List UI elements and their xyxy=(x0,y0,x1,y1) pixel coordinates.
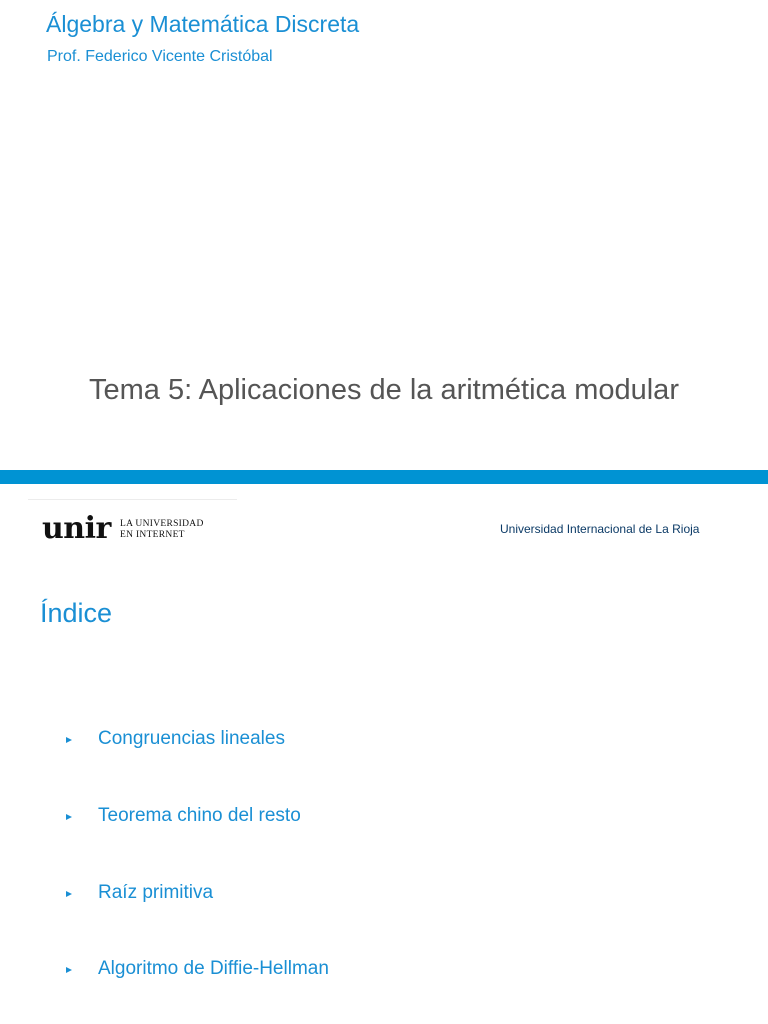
university-name: Universidad Internacional de La Rioja xyxy=(500,522,700,536)
triangle-right-icon xyxy=(66,967,72,973)
topic-title: Tema 5: Aplicaciones de la aritmética modular xyxy=(89,374,679,406)
list-item xyxy=(0,882,768,912)
course-title: Álgebra y Matemática Discreta xyxy=(46,11,360,37)
unir-logo-line2: EN INTERNET xyxy=(120,530,185,540)
index-title: Índice xyxy=(40,598,113,628)
professor-name: Prof. Federico Vicente Cristóbal xyxy=(47,48,273,65)
unir-logo-line1: LA UNIVERSIDAD xyxy=(120,519,204,529)
slide-divider xyxy=(0,470,768,484)
list-item-label: Congruencias lineales xyxy=(98,728,285,749)
list-item-label: Algoritmo de Diffie-Hellman xyxy=(98,958,329,979)
list-item-label: Raíz primitiva xyxy=(98,882,214,903)
list-item xyxy=(0,805,768,835)
list-item xyxy=(0,728,768,758)
index-slide xyxy=(0,484,768,1024)
unir-logo-mark: unir xyxy=(42,511,111,546)
list-item xyxy=(0,958,768,988)
unir-logo xyxy=(28,499,237,555)
triangle-right-icon xyxy=(66,814,72,820)
triangle-right-icon xyxy=(66,891,72,897)
list-item-label: Teorema chino del resto xyxy=(98,805,301,826)
title-slide xyxy=(0,0,768,470)
triangle-right-icon xyxy=(66,737,72,743)
